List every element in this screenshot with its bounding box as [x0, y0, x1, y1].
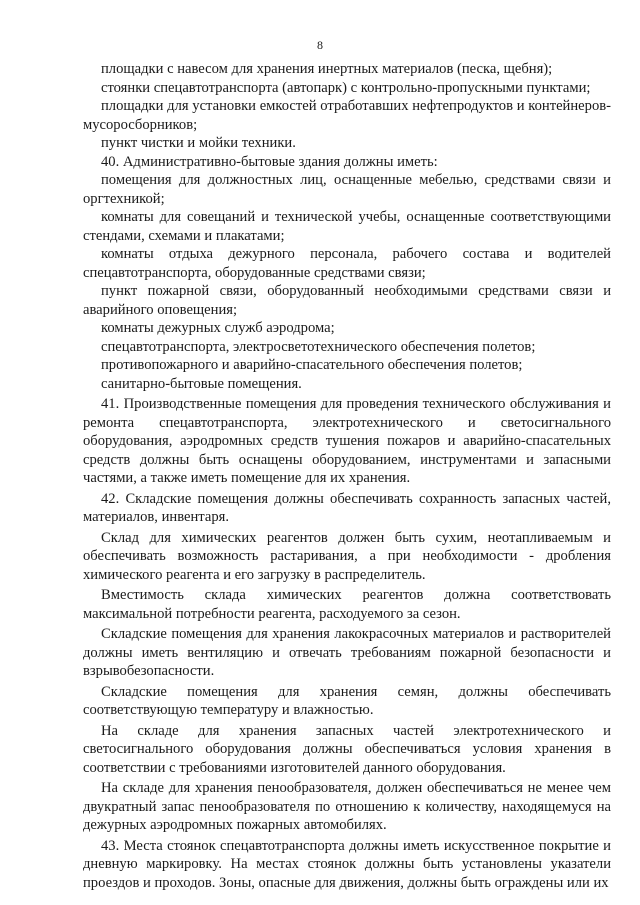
- paragraph: комнаты дежурных служб аэродрома;: [101, 320, 335, 336]
- paragraph: 43. Места стоянок спецавтотранспорта должны иметь искусственное покрытие и дневную маркировку. На местах стоянок должны быть установлены указатели проездов и проходов. Зоны, опасные для движения, должны быть ограждены или их: [83, 837, 611, 891]
- paragraph: 40. Административно-бытовые здания должны иметь:: [101, 153, 438, 170]
- paragraph: спецавтотранспорта, электросветотехнического обеспечения полетов;: [101, 338, 536, 355]
- paragraph: площадки для установки емкостей отработавших нефтепродуктов и контейнеров-мусоросборников;: [83, 98, 611, 133]
- paragraph: Складские помещения для хранения лакокрасочных материалов и растворителей должны иметь вентиляцию и отвечать требованиям пожарной безопасности и взрывобезопасности.: [83, 626, 611, 679]
- paragraph: Вместимость склада химических реагентов должна соответствовать максимальной потребности реагента, расходуемого за сезон.: [83, 587, 611, 622]
- paragraph: пункт пожарной связи, оборудованный необходимыми средствами связи и аварийного оповещения;: [83, 283, 611, 318]
- paragraph: Складские помещения для хранения семян, должны обеспечивать соответствующую температуру и влажностью.: [83, 683, 611, 718]
- paragraph: На складе для хранения пенообразователя, должен обеспечиваться не менее чем двукратный запас пенообразователя по отношению к количеству, находящемуся на дежурных аэродромных пожарных автомобилях.: [83, 780, 611, 833]
- paragraph: Склад для химических реагентов должен быть сухим, неотапливаемым и обеспечивать возможность растаривания, а при необходимости - дробления химического реагента и его загрузку в распределитель.: [83, 529, 611, 583]
- paragraph: комнаты для совещаний и технической учебы, оснащенные соответствующими стендами, схемами и плакатами;: [83, 209, 611, 244]
- paragraph: площадки с навесом для хранения инертных материалов (песка, щебня);: [101, 61, 553, 77]
- paragraph: помещения для должностных лиц, оснащенные мебелью, средствами связи и оргтехникой;: [83, 172, 611, 207]
- paragraph: противопожарного и аварийно-спасательного обеспечения полетов;: [101, 357, 523, 373]
- paragraph: 41. Производственные помещения для проведения технического обслуживания и ремонта спецавтотранспорта, электротехнического и светосигнального оборудования, аэродромных средств тушения пожаров и аварийно-спасательных средств должны быть оснащены оборудованием, инструментами и запасными частями, а также иметь помещение для их хранения.: [83, 396, 611, 486]
- body-text: [83, 60, 611, 892]
- paragraph: комнаты отдыха дежурного персонала, рабочего состава и водителей спецавтотранспорта, оборудованные средствами связи;: [83, 246, 611, 281]
- paragraph: 42. Складские помещения должны обеспечивать сохранность запасных частей, материалов, инвентаря.: [83, 490, 611, 525]
- paragraph: санитарно-бытовые помещения.: [101, 375, 302, 392]
- paragraph: На складе для хранения запасных частей электротехнического и светосигнального оборудования должны обеспечиваться условия хранения в соответствии с требованиями изготовителей данного оборудования.: [83, 722, 611, 776]
- page-number: 8: [317, 38, 323, 52]
- paragraph: пункт чистки и мойки техники.: [101, 135, 296, 151]
- paragraph: стоянки спецавтотранспорта (автопарк) с контрольно-пропускными пунктами;: [101, 79, 591, 96]
